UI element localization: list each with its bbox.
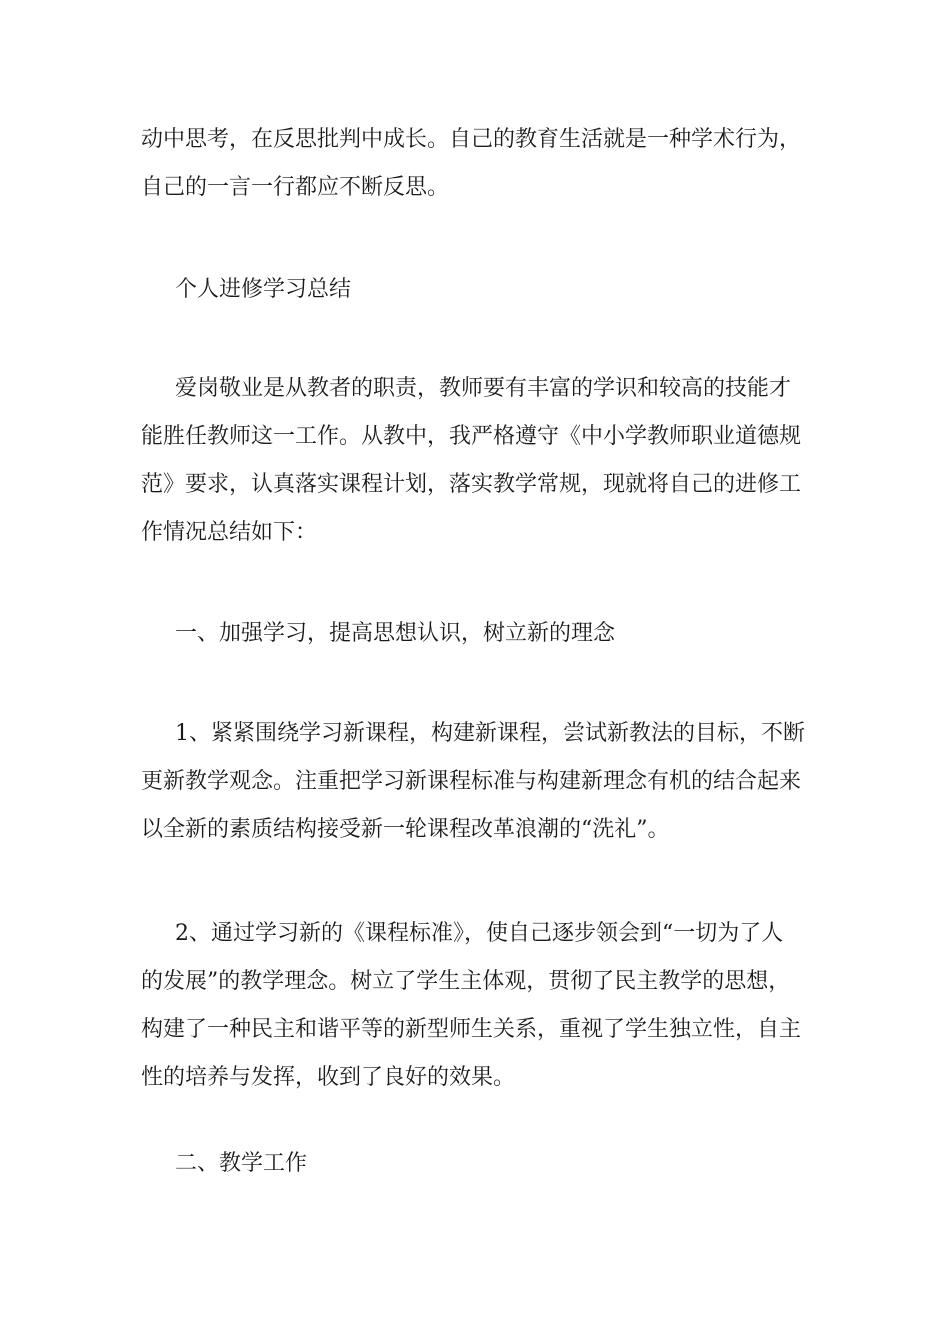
- text-line: 2、通过学习新的《课程标准》，使自己逐步领会到“一切为了人: [175, 921, 784, 946]
- text-line: 以全新的素质结构接受新一轮课程改革浪潮的“洗礼”。: [141, 817, 670, 842]
- heading-line: 一、加强学习，提高思想认识，树立新的理念: [175, 621, 616, 646]
- text-line: 构建了一种民主和谐平等的新型师生关系，重视了学生独立性，自主: [141, 1017, 802, 1042]
- text-line: 能胜任教师这一工作。从教中，我严格遵守《中小学教师职业道德规: [141, 424, 802, 449]
- text-line: 范》要求，认真落实课程计划，落实教学常规，现就将自己的进修工: [141, 472, 802, 497]
- heading-line: 二、教学工作: [175, 1151, 308, 1176]
- paragraph-item-1: [141, 710, 813, 854]
- text-line: 的发展”的教学理念。树立了学生主体观，贯彻了民主教学的思想，: [141, 969, 791, 994]
- document-title: [141, 266, 847, 314]
- paragraph-intro: [141, 365, 813, 557]
- text-line: 自己的一言一行都应不断反思。: [141, 175, 450, 200]
- paragraph-item-2: [141, 910, 813, 1102]
- title-line: 个人进修学习总结: [175, 277, 352, 302]
- text-line: 1、紧紧围绕学习新课程，构建新课程，尝试新教法的目标，不断: [175, 721, 805, 746]
- text-line: 更新教学观念。注重把学习新课程标准与构建新理念有机的结合起来: [141, 769, 802, 794]
- section-heading-2: [141, 1140, 847, 1188]
- text-line: 性的培养与发挥，收到了良好的效果。: [141, 1065, 516, 1090]
- text-line: 爱岗敬业是从教者的职责，教师要有丰富的学识和较高的技能才: [175, 376, 792, 401]
- text-line: 动中思考，在反思批判中成长。自己的教育生活就是一种学术行为，: [141, 127, 802, 152]
- text-line: 作情况总结如下：: [141, 520, 318, 545]
- paragraph-continuation: [141, 116, 813, 212]
- section-heading-1: [141, 610, 847, 658]
